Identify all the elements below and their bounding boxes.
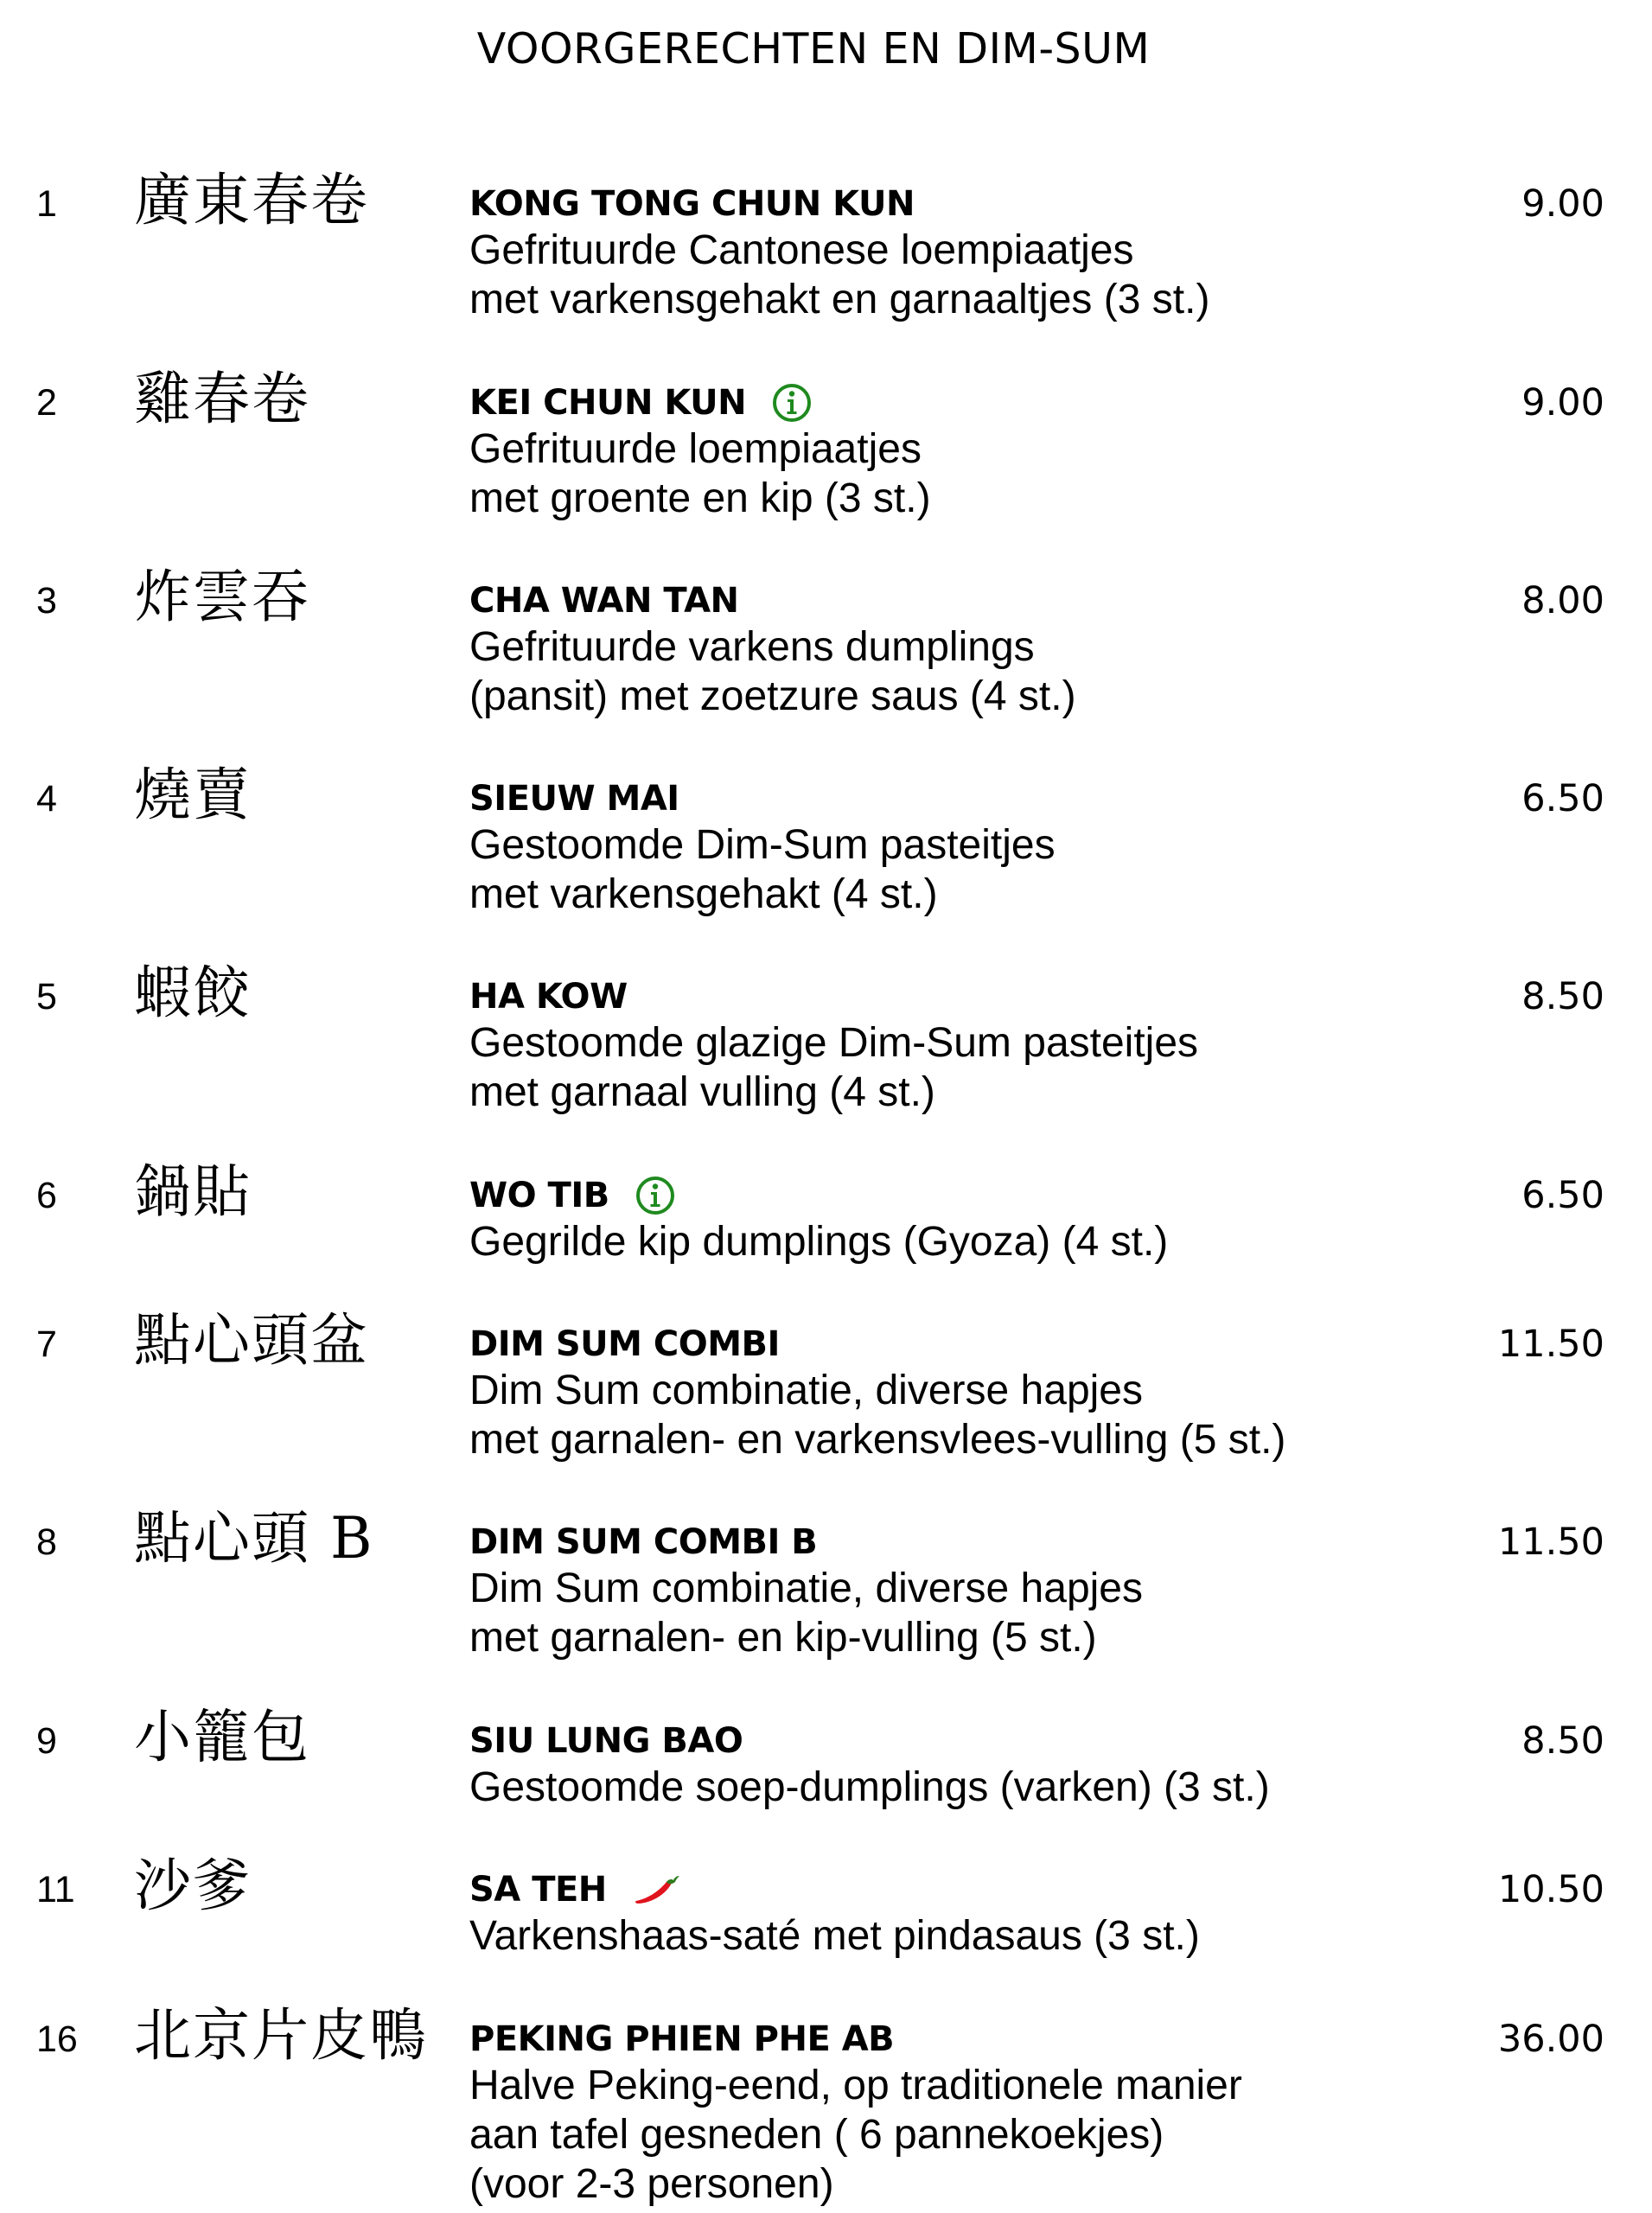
- item-description-line: met varkensgehakt en garnaaltjes (3 st.): [469, 277, 1210, 322]
- item-description-line: Gestoomde glazige Dim-Sum pasteitjes: [469, 1020, 1199, 1066]
- item-chinese-name: 蝦餃: [134, 960, 252, 1026]
- item-chinese-name: 鍋貼: [134, 1158, 252, 1225]
- item-number: 9: [36, 1720, 57, 1762]
- item-title-row: [469, 378, 812, 428]
- item-description-line: Gegrilde kip dumplings (Gyoza) (4 st.): [469, 1219, 1169, 1265]
- item-chinese-name: 小籠包: [134, 1704, 310, 1770]
- item-title-row: [469, 972, 628, 1022]
- item-title-row: [469, 774, 679, 824]
- item-number: 1: [36, 183, 57, 225]
- item-description-line: Gefrituurde varkens dumplings: [469, 624, 1035, 670]
- item-number: 11: [36, 1869, 75, 1910]
- item-description-line: met garnaal vulling (4 st.): [469, 1069, 935, 1115]
- item-chinese-name: 北京片皮鴨: [134, 2002, 428, 2069]
- info-icon: [635, 1176, 675, 1215]
- item-chinese-name: 炸雲吞: [134, 564, 310, 630]
- item-price: 36.00: [1497, 2018, 1604, 2061]
- item-description: [469, 226, 1209, 324]
- item-chinese-name: 雞春卷: [134, 366, 310, 432]
- item-description-line: Dim Sum combinatie, diverse hapjes: [469, 1368, 1143, 1413]
- item-number: 6: [36, 1175, 57, 1216]
- item-price: 11.50: [1497, 1521, 1604, 1564]
- item-description: [469, 1911, 1200, 1961]
- item-title-row: [469, 1170, 675, 1221]
- item-description-line: met varkensgehakt (4 st.): [469, 871, 938, 917]
- item-chinese-name: 點心頭 B: [134, 1505, 374, 1572]
- item-price: 8.00: [1521, 579, 1604, 622]
- item-name: KEI CHUN KUN: [469, 383, 747, 423]
- item-title-row: [469, 1716, 743, 1766]
- item-title-row: [469, 1319, 780, 1369]
- item-number: 2: [36, 382, 57, 424]
- item-title-row: [469, 576, 739, 626]
- item-name: SA TEH: [469, 1870, 607, 1910]
- item-description-line: (pansit) met zoetzure saus (4 st.): [469, 673, 1076, 719]
- item-name: DIM SUM COMBI B: [469, 1522, 818, 1562]
- item-description: [469, 1217, 1168, 1266]
- item-description: [469, 622, 1076, 721]
- item-description-line: Gestoomde Dim-Sum pasteitjes: [469, 822, 1056, 868]
- item-name: SIU LUNG BAO: [469, 1721, 743, 1761]
- item-price: 6.50: [1521, 777, 1604, 820]
- item-chinese-name: 沙爹: [134, 1853, 252, 1919]
- item-number: 5: [36, 976, 57, 1017]
- item-description: [469, 424, 931, 523]
- item-price: 8.50: [1521, 1719, 1604, 1763]
- item-description: [469, 1763, 1270, 1812]
- item-description: [469, 1018, 1198, 1117]
- item-number: 3: [36, 580, 57, 622]
- item-number: 16: [36, 2018, 78, 2060]
- item-name: WO TIB: [469, 1176, 609, 1215]
- item-title-row: [469, 179, 915, 229]
- page-title: VOORGERECHTEN EN DIM-SUM: [476, 24, 1151, 73]
- item-description-line: (voor 2-3 personen): [469, 2161, 834, 2207]
- item-title-row: [469, 1865, 681, 1915]
- item-price: 8.50: [1521, 975, 1604, 1018]
- item-price: 10.50: [1497, 1868, 1604, 1911]
- item-description-line: Gestoomde soep-dumplings (varken) (3 st.): [469, 1764, 1270, 1810]
- item-name: KONG TONG CHUN KUN: [469, 184, 915, 224]
- item-description-line: Gefrituurde loempiaatjes: [469, 426, 922, 472]
- chili-pepper-icon: [633, 1872, 681, 1907]
- item-number: 7: [36, 1323, 57, 1365]
- item-name: PEKING PHIEN PHE AB: [469, 2019, 895, 2059]
- item-name: SIEUW MAI: [469, 779, 679, 819]
- item-chinese-name: 廣東春卷: [134, 167, 369, 233]
- item-description-line: Varkenshaas-saté met pindasaus (3 st.): [469, 1913, 1200, 1959]
- info-icon: [772, 383, 812, 423]
- item-chinese-name: 燒賣: [134, 762, 252, 828]
- item-description: [469, 2061, 1242, 2209]
- item-description: [469, 1366, 1285, 1464]
- item-title-row: [469, 2014, 894, 2064]
- item-number: 4: [36, 778, 57, 820]
- item-name: CHA WAN TAN: [469, 581, 739, 621]
- item-name: HA KOW: [469, 977, 628, 1017]
- item-title-row: [469, 1517, 817, 1567]
- item-description: [469, 1564, 1143, 1662]
- item-description-line: Gefrituurde Cantonese loempiaatjes: [469, 227, 1134, 273]
- item-description-line: met groente en kip (3 st.): [469, 475, 931, 521]
- item-description-line: aan tafel gesneden ( 6 pannekoekjes): [469, 2112, 1164, 2158]
- item-name: DIM SUM COMBI: [469, 1324, 780, 1364]
- item-number: 8: [36, 1521, 57, 1563]
- item-price: 9.00: [1521, 381, 1604, 424]
- item-description-line: Halve Peking-eend, op traditionele manier: [469, 2063, 1242, 2108]
- item-price: 9.00: [1521, 182, 1604, 226]
- item-description-line: Dim Sum combinatie, diverse hapjes: [469, 1566, 1143, 1611]
- item-price: 11.50: [1497, 1323, 1604, 1366]
- item-price: 6.50: [1521, 1174, 1604, 1217]
- item-chinese-name: 點心頭盆: [134, 1307, 369, 1374]
- item-description-line: met garnalen- en varkensvlees-vulling (5 st.): [469, 1417, 1286, 1463]
- item-description: [469, 820, 1056, 919]
- item-description-line: met garnalen- en kip-vulling (5 st.): [469, 1615, 1097, 1661]
